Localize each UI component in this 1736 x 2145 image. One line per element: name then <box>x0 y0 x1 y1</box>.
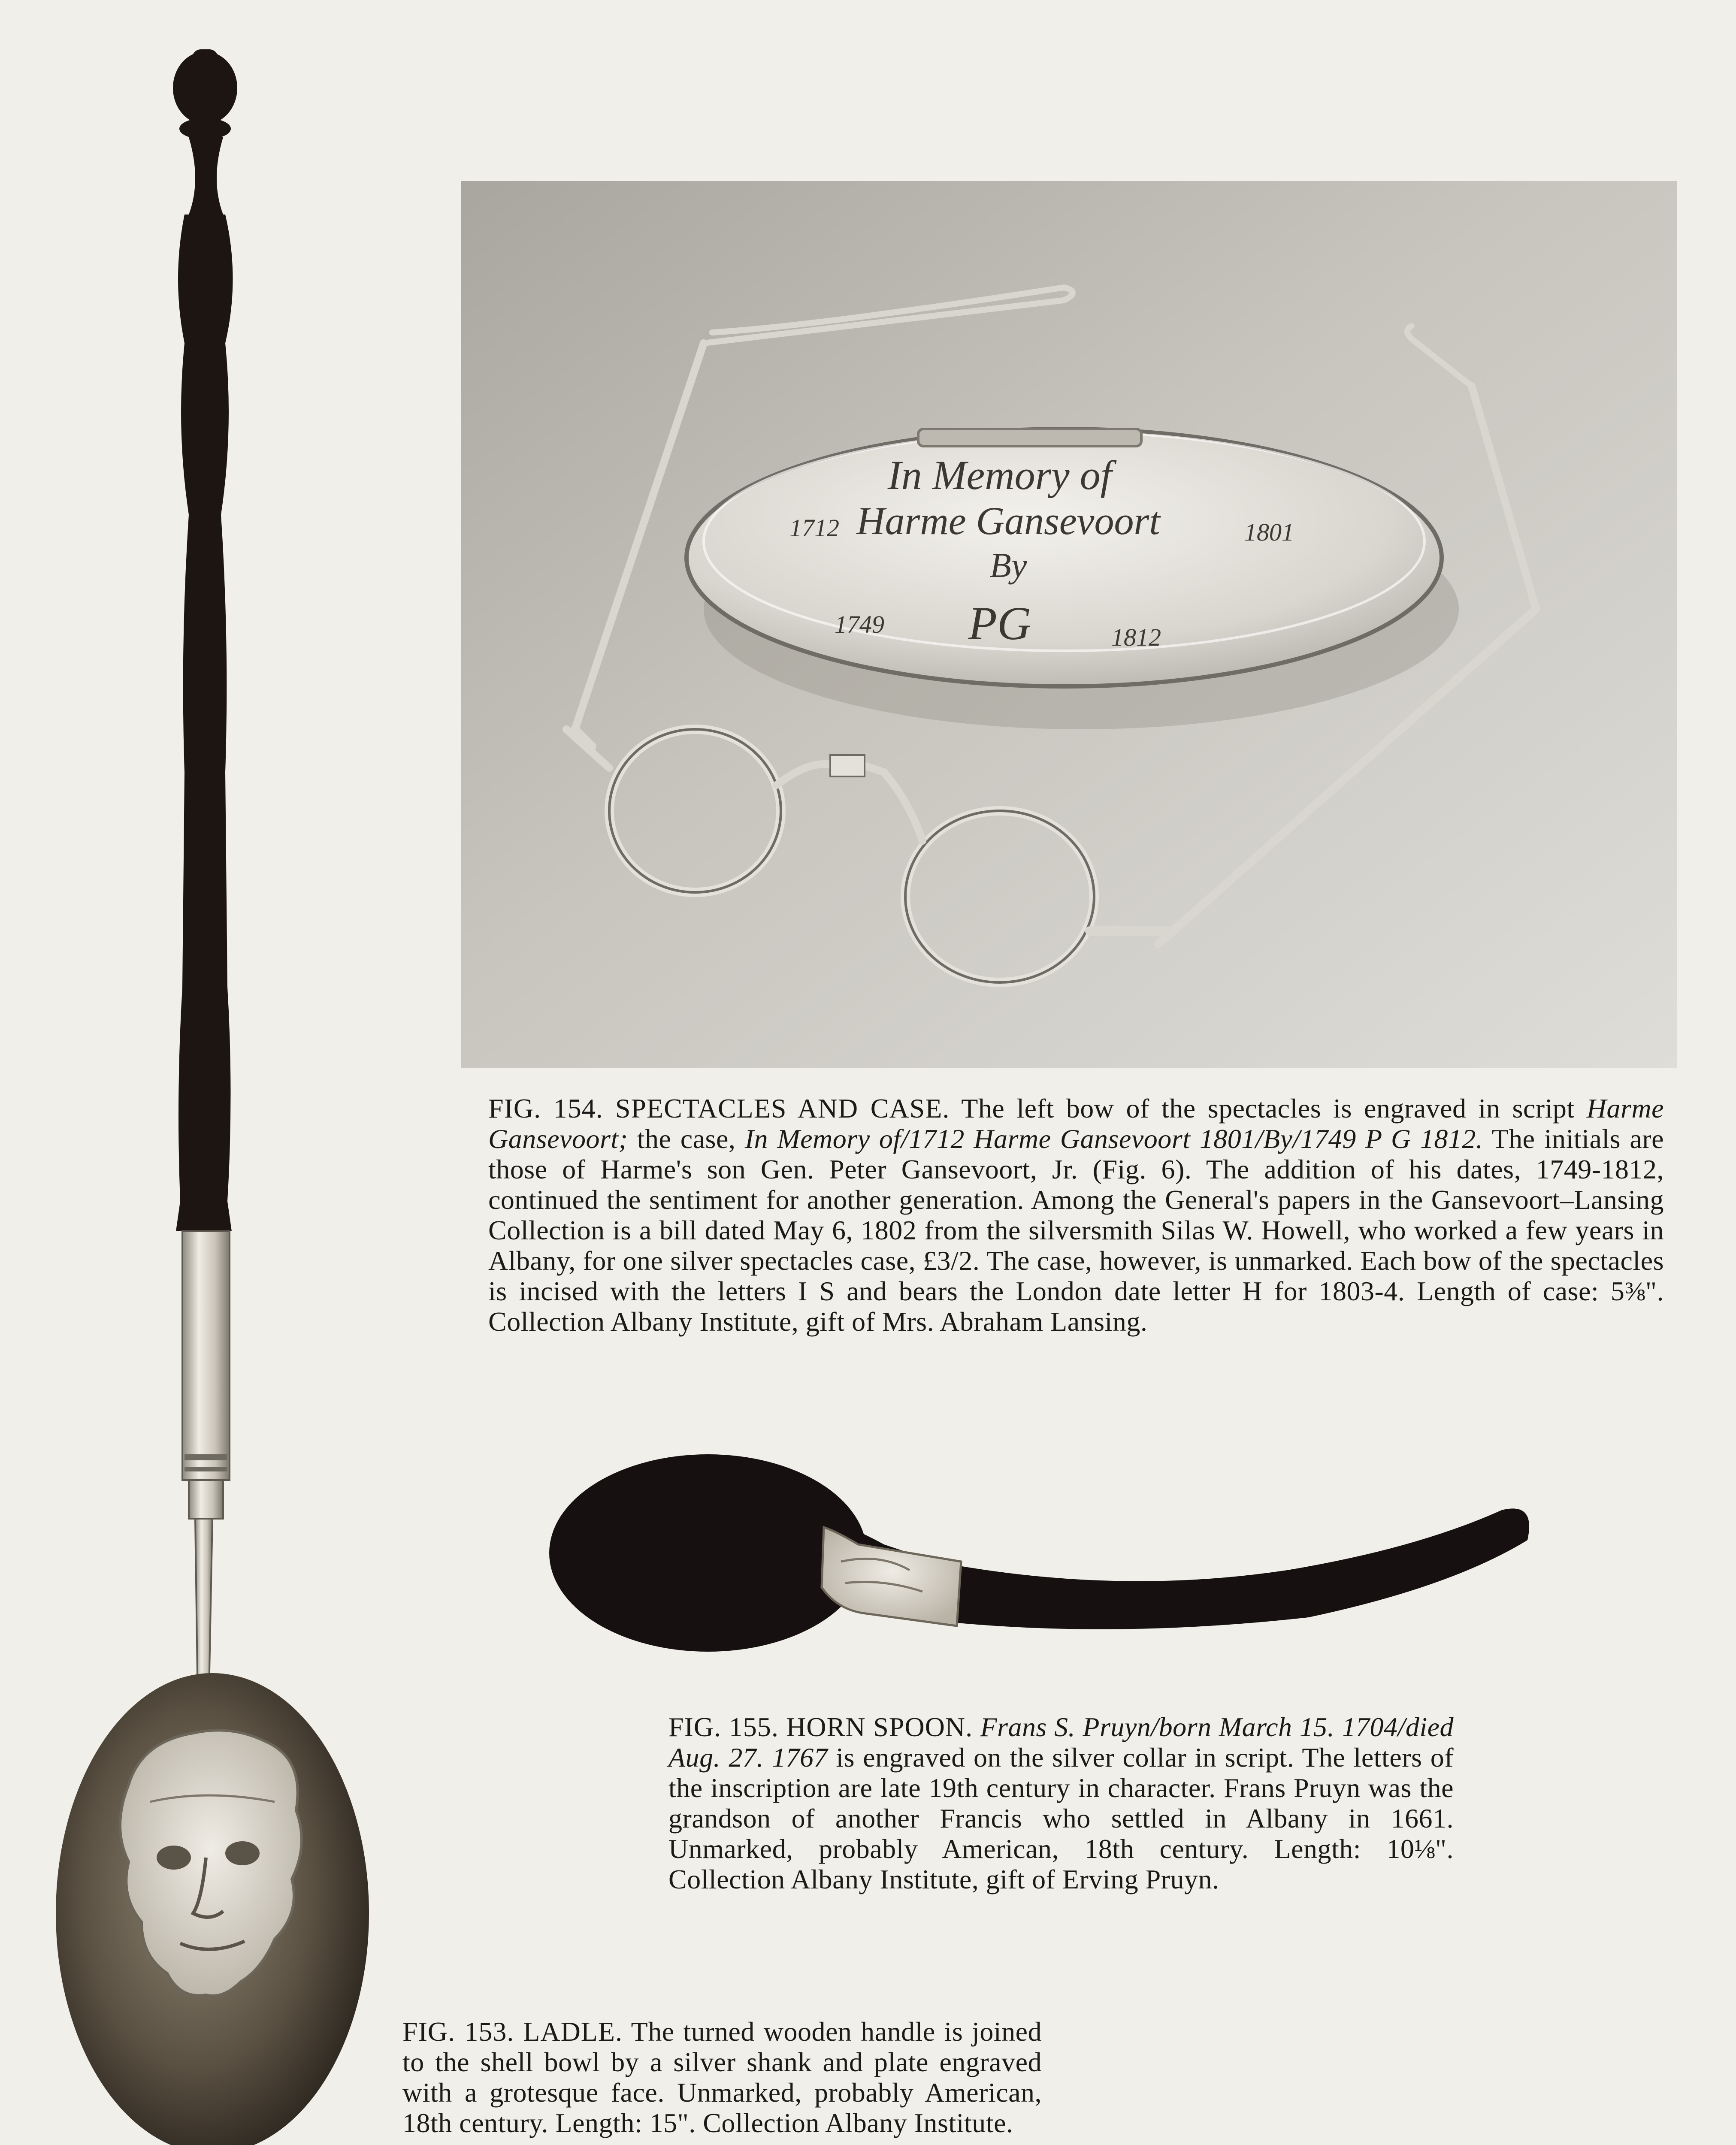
case-inscription-year-left: 1712 <box>789 514 839 542</box>
fig154-text2: the case, <box>628 1124 745 1154</box>
case-inscription-name: Harme Gansevoort <box>856 499 1160 543</box>
fig153-caption <box>402 2016 1042 2138</box>
spectacles-photo <box>461 181 1677 1068</box>
fig153-label: FIG. 153. <box>402 2016 514 2047</box>
fig155-title: HORN SPOON. <box>786 1712 973 1742</box>
horn-spoon-illustration <box>549 1454 1529 1652</box>
silver-collar <box>822 1527 961 1626</box>
case-inscription-year-right2: 1812 <box>1111 623 1161 651</box>
fig153-title: LADLE. <box>523 2016 623 2047</box>
case-inscription-year-right: 1801 <box>1244 518 1294 546</box>
case-inscription-line1: In Memory of <box>887 452 1112 498</box>
fig155-italic1: Frans S. Pruyn/born March 15. 1704/died Aug. 27. 1767 <box>668 1712 1454 1773</box>
case-inscription-year-left2: 1749 <box>835 610 884 638</box>
fig154-caption <box>488 1093 1664 1337</box>
fig154-italic1: Harme Gansevoort; <box>488 1093 1664 1154</box>
fig154-italic2: In Memory of/1712 Harme Gansevoort 1801/By/1749 P G 1812. <box>744 1124 1483 1154</box>
fig154-title: SPECTACLES AND CASE. <box>615 1093 950 1124</box>
fig155-label: FIG. 155. <box>668 1712 779 1742</box>
fig155-caption <box>668 1712 1454 1894</box>
fig155-text2: is engraved on the silver collar in script. The letters of the inscription are late 19th century in character. Frans Pruyn was the grandson of another Francis who settled in Albany in 1661. Unmarked, probably American, 18th century. Length: 10⅛". Collection Albany Institute, gift of Erving Pruyn. <box>668 1742 1454 1894</box>
fig155-text1 <box>973 1712 980 1742</box>
case-inscription-initials: PG <box>968 597 1031 650</box>
case-inscription-by: By <box>989 546 1027 585</box>
fig153-text1: The turned wooden handle is joined to the shell bowl by a silver shank and plate engraved with a grotesque face. Unmarked, probably American, 18th century. Length: 15". Collection Albany Institute. <box>402 2016 1042 2138</box>
fig154-text1: The left bow of the spectacles is engraved in script <box>950 1093 1587 1124</box>
ladle-illustration <box>56 49 369 2145</box>
fig154-text3: The initials are those of Harme's son Gen. Peter Gansevoort, Jr. (Fig. 6). The addition of his dates, 1749-1812, continued the sentiment for another generation. Among the General's papers in the Gansevoort–Lansing Collection is a bill dated May 6, 1802 from the silversmith Silas W. Howell, who worked a few years in Albany, for one silver spectacles case, £3/2. The case, however, is unmarked. Each bow of the spectacles is incised with the letters I S and bears the London date letter H for 1803-4. Length of case: 5⅜". Collection Albany Institute, gift of Mrs. Abraham Lansing. <box>488 1124 1664 1337</box>
fig154-label: FIG. 154. <box>488 1093 603 1124</box>
